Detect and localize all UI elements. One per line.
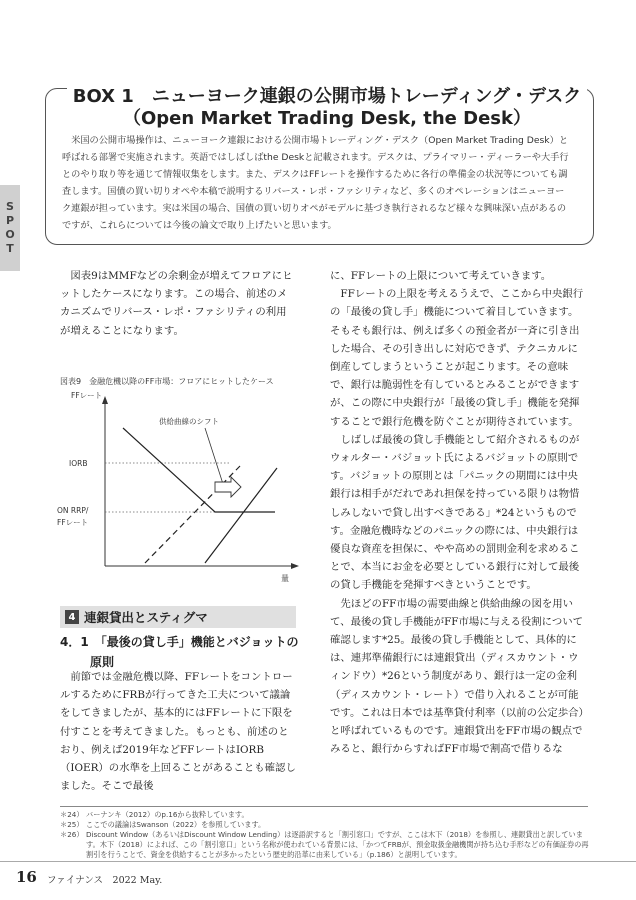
footnote [60, 810, 590, 820]
footnote-mark: ＊24） [60, 810, 84, 819]
onrrp-label-2: FFレート [57, 518, 89, 527]
footer-divider [0, 861, 636, 862]
journal-name: ファイナンス 2022 May. [47, 875, 163, 886]
box1-title-line2: （Open Market Trading Desk, the Desk） [123, 108, 531, 129]
footnote-mark: ＊26） [60, 830, 84, 839]
footnote-mark: ＊25） [60, 820, 84, 829]
paragraph: FFレートの上限を考えるうえで、ここから中央銀行の「最後の貸し手」機能について着目していきます。そもそも銀行は、例えば多くの預金者が一斉に引き出した場合、その引き出しに対応できず、テクニカルに倒産してしまうということが起こります。その意味で、銀行は脆弱性を有しているとみることができますが、この際に中央銀行が「最後の貸し手」機能を発揮することで銀行危機を防ぐことが期待されています。 [330, 288, 584, 428]
footnote-text: バーナンキ（2012）のp.16から抜粋しています。 [86, 810, 249, 819]
shift-arrow-icon [215, 477, 241, 497]
footnotes [60, 810, 590, 860]
supply-curve-before [145, 466, 240, 563]
section-title: 連銀貸出とスティグマ [84, 610, 208, 625]
footnote-text: Discount Window（あるいはDiscount Window Lending）は逐語訳すると「割引窓口」ですが、ここは木下（2018）を参照し、連銀貸出と訳しています。木下（2018）によれば、この「割引窓口」という名称が使われている背景には、「かつてFRBが、預金取扱金融機関が持ち込む手形などの有価証券の再割引を行うことで、資金を供給することが多かったという歴史的沿革に由来している」（p.186）と説明しています。 [86, 830, 589, 859]
side-tab-letter: O [5, 228, 15, 241]
figure-caption: 図表9 金融危機以降のFF市場：フロアにヒットしたケース [60, 377, 274, 386]
footnote-divider [60, 806, 588, 807]
subsection-heading [60, 632, 300, 672]
supply-shift-label: 供給曲線のシフト [159, 417, 219, 426]
footnote [60, 820, 590, 830]
box1-body: 米国の公開市場操作は、ニューヨーク連銀における公開市場トレーディング・デスク（Open Market Trading Desk）と呼ばれる部署で実施されます。英語ではしばしばthe Deskと記載されます。デスクは、プライマリー・ディーラーや大手行とのやり取り等を通じて情報収集をします。また、デスクはFFレートを操作するために各行の準備金の状況等についても調査します。国債の買い切りオペや本稿で説明するリバース・レポ・ファシリティなど、多くのオペレーションはニューヨーク連銀が担っています。実は米国の場合、国債の買い切りオペがモデルに基づき執行されるなど様々な興味深い点があるのですが、これらについては今後の論文で取り上げたいと思います。 [62, 135, 569, 231]
side-tab-letter: T [6, 242, 14, 255]
y-axis-label: FFレート [71, 391, 103, 400]
y-axis-arrow [102, 396, 108, 404]
paragraph: 前節では金融危機以降、FFレートをコントロールするためにFRBが行ってきた工夫について議論をしてきましたが、基本的にはFFレートに下限を付すことを考えてきました。もっとも、前述のとおり、例えば2019年などFFレートはIORB（IOER）の水準を上回ることがあることも確認しました。そこで最後 [60, 671, 296, 793]
right-column [330, 267, 588, 758]
x-axis-label: 量 [281, 574, 289, 583]
subsection-title-line2: 原則 [90, 655, 115, 669]
left-column-bottom [60, 668, 296, 795]
demand-curve [123, 428, 275, 512]
spot-side-tab [0, 185, 20, 271]
paragraph: 図表9はMMFなどの余剰金が増えてフロアにヒットしたケースになります。この場合、前述のメカニズムでリバース・レポ・ファシリティの利用が増えることになります。 [60, 270, 293, 337]
paragraph: しばしば最後の貸し手機能として紹介されるものがウォルター・バジョット氏によるバジョットの原則です。バジョットの原則とは「パニックの期間には中央銀行は相手がだれであれ担保を持っている限りは物惜しみしないで貸し出すべきである」*24というものです。金融危機時などのパニックの際には、中央銀行は優良な資産を担保に、やや高めの罰則金利を求めることで、本当にお金を必要としている銀行に対して最後の貸し手機能を発揮すべきということです。 [330, 433, 580, 592]
paragraph: 先ほどのFF市場の需要曲線と供給曲線の図を用いて、最後の貸し手機能がFF市場に与える役割について確認します*25。最後の貸し手機能として、具体的には、連邦準備銀行には連銀貸出（ディスカウント・ウィンドウ）*26という制度があり、銀行は一定の金利（ディスカウント・レート）で借り入れることが可能です。これは日本では基準貸付利率（以前の公定歩合）と呼ばれているものです。連銀貸出をFF市場の観点でみると、銀行からすればFF市場で割高で借りるな [330, 597, 584, 756]
iorb-label: IORB [69, 459, 88, 468]
box1-title [62, 86, 592, 130]
onrrp-label: ON RRP/ [57, 506, 89, 515]
x-axis-arrow [291, 563, 299, 569]
side-tab-letter: S [6, 200, 14, 213]
box1-title-line1: BOX 1 ニューヨーク連銀の公開市場トレーディング・デスク [67, 86, 588, 108]
section-heading [60, 606, 296, 628]
footnote [60, 830, 590, 860]
subsection-title-line1: 4．1 「最後の貸し手」機能とバジョットの [60, 635, 299, 649]
section-number: 4 [65, 610, 79, 624]
shift-label-leader [205, 428, 223, 484]
footnote-text: ここでの議論はSwanson（2022）を参照しています。 [86, 820, 266, 829]
side-tab-letter: P [5, 214, 15, 227]
left-column-top [60, 267, 296, 340]
figure-9-chart [55, 388, 305, 588]
page-number: 16 [16, 868, 37, 886]
paragraph: に、FFレートの上限について考えていきます。 [330, 270, 552, 282]
